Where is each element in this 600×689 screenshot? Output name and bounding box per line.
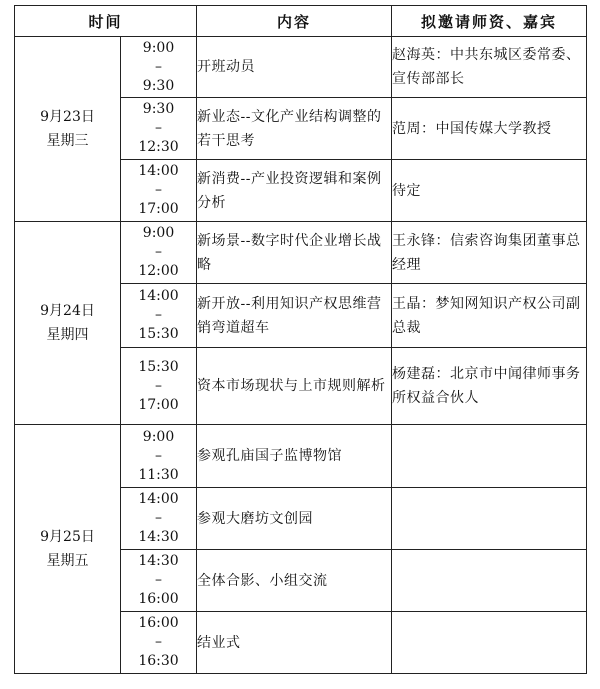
header-time: 时间 xyxy=(15,6,197,37)
header-row xyxy=(15,6,587,37)
speaker-cell xyxy=(392,425,587,488)
speaker-cell: 待定 xyxy=(392,160,587,222)
time-end: 12:30 xyxy=(138,139,179,155)
time-end: 9:30 xyxy=(142,77,175,94)
time-dash: – xyxy=(155,447,162,464)
speaker-cell: 王永锋：信索咨询集团董事总经理 xyxy=(392,222,587,284)
time-end: 15:30 xyxy=(138,326,179,342)
time-dash: – xyxy=(155,634,162,650)
day-date: 9月23日 xyxy=(40,109,95,125)
time-cell xyxy=(121,550,197,612)
time-cell xyxy=(121,425,197,488)
schedule-table xyxy=(14,5,587,674)
content-cell: 新业态--文化产业结构调整的若干思考 xyxy=(197,98,392,160)
content-cell: 新消费--产业投资逻辑和案例分析 xyxy=(197,160,392,222)
time-cell xyxy=(121,284,197,348)
time-start: 14:00 xyxy=(138,163,179,179)
time-start: 14:00 xyxy=(138,288,179,304)
speaker-cell: 杨建磊：北京市中闻律师事务所权益合伙人 xyxy=(392,348,587,425)
time-start: 9:00 xyxy=(142,428,175,445)
time-start: 14:00 xyxy=(138,491,179,507)
time-cell xyxy=(121,160,197,222)
speaker-cell xyxy=(392,550,587,612)
speaker-cell: 范周：中国传媒大学教授 xyxy=(392,98,587,160)
speaker-cell xyxy=(392,488,587,550)
time-end: 12:00 xyxy=(138,263,179,279)
time-end: 11:30 xyxy=(138,466,179,483)
table-row xyxy=(15,222,587,284)
time-start: 15:30 xyxy=(138,358,179,375)
day-cell xyxy=(15,37,121,222)
time-start: 9:00 xyxy=(142,39,175,56)
day-cell xyxy=(15,222,121,425)
day-weekday: 星期五 xyxy=(46,553,89,569)
content-cell: 全体合影、小组交流 xyxy=(197,550,392,612)
time-start: 16:00 xyxy=(138,615,179,631)
day-weekday: 星期四 xyxy=(46,327,89,343)
time-cell xyxy=(121,37,197,98)
time-dash: – xyxy=(155,58,162,75)
content-cell: 资本市场现状与上市规则解析 xyxy=(197,348,392,425)
time-cell xyxy=(121,98,197,160)
content-cell: 参观大磨坊文创园 xyxy=(197,488,392,550)
header-content: 内容 xyxy=(197,6,392,37)
table-row xyxy=(15,37,587,98)
speaker-cell: 王晶：梦知网知识产权公司副总裁 xyxy=(392,284,587,348)
time-end: 14:30 xyxy=(138,529,179,545)
time-dash: – xyxy=(155,182,162,198)
speaker-cell xyxy=(392,612,587,674)
time-dash: – xyxy=(155,377,162,394)
time-end: 16:00 xyxy=(138,591,179,607)
day-cell xyxy=(15,425,121,674)
time-cell xyxy=(121,488,197,550)
day-date: 9月25日 xyxy=(40,529,95,545)
time-cell xyxy=(121,222,197,284)
header-speaker: 拟邀请师资、嘉宾 xyxy=(392,6,587,37)
time-dash: – xyxy=(155,244,162,260)
time-end: 17:00 xyxy=(138,201,179,217)
time-dash: – xyxy=(155,120,162,136)
content-cell: 参观孔庙国子监博物馆 xyxy=(197,425,392,488)
content-cell: 结业式 xyxy=(197,612,392,674)
time-start: 14:30 xyxy=(138,553,179,569)
time-dash: – xyxy=(155,510,162,526)
content-cell: 开班动员 xyxy=(197,37,392,98)
time-dash: – xyxy=(155,307,162,323)
content-cell: 新开放--利用知识产权思维营销弯道超车 xyxy=(197,284,392,348)
time-cell xyxy=(121,348,197,425)
table-row xyxy=(15,425,587,488)
day-weekday: 星期三 xyxy=(46,133,89,149)
time-start: 9:30 xyxy=(142,101,175,117)
time-end: 16:30 xyxy=(138,653,179,669)
time-cell xyxy=(121,612,197,674)
time-end: 17:00 xyxy=(138,396,179,413)
time-start: 9:00 xyxy=(142,225,175,241)
time-dash: – xyxy=(155,572,162,588)
day-date: 9月24日 xyxy=(40,303,95,319)
speaker-cell: 赵海英：中共东城区委常委、宣传部部长 xyxy=(392,37,587,98)
content-cell: 新场景--数字时代企业增长战略 xyxy=(197,222,392,284)
